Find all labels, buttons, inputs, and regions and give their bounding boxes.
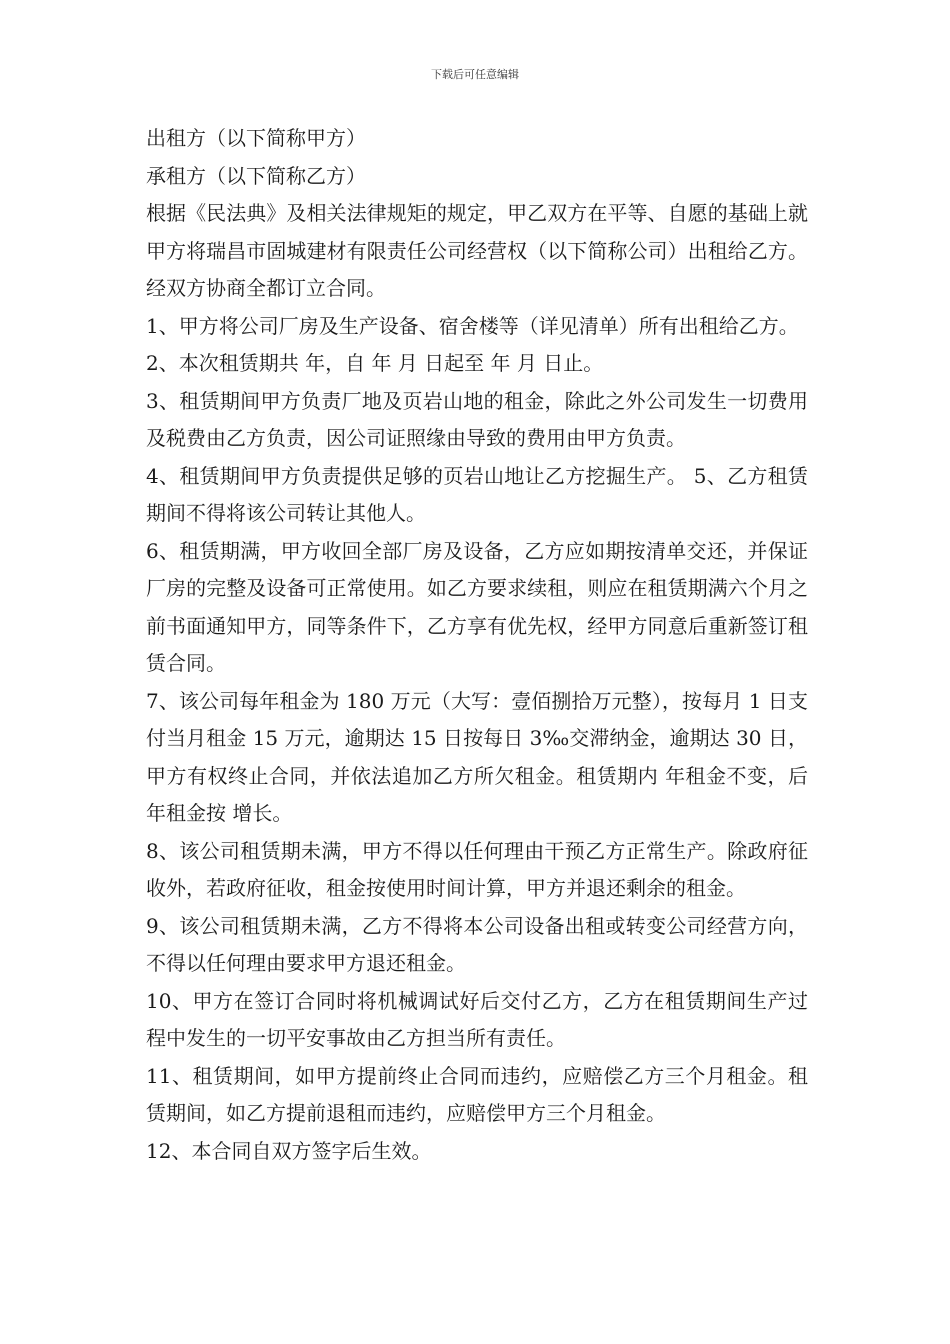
clause-9: 9、该公司租赁期未满，乙方不得将本公司设备出租或转变公司经营方向，不得以任何理由要求甲方退还租金。 [146, 913, 808, 975]
contract-body [146, 120, 808, 1170]
clause-3: 3、租赁期间甲方负责厂地及页岩山地的租金，除此之外公司发生一切费用及税费由乙方负责，因公司证照缘由导致的费用由甲方负责。 [146, 388, 808, 450]
clause-1: 1、甲方将公司厂房及生产设备、宿舍楼等（详见清单）所有出租给乙方。 [146, 313, 799, 338]
lessor-line: 出租方（以下简称甲方） [146, 126, 366, 150]
clause-12: 12、本合同自双方签字后生效。 [146, 1138, 432, 1163]
lessee-line: 承租方（以下简称乙方） [146, 163, 366, 188]
page-header-note: 下载后可任意编辑 [431, 68, 519, 81]
clause-8: 8、该公司租赁期未满，甲方不得以任何理由干预乙方正常生产。除政府征收外，若政府征收，租金按使用时间计算，甲方并退还剩余的租金。 [146, 838, 808, 900]
clause-2: 2、本次租赁期共 年，自 年 月 日起至 年 月 日止。 [146, 351, 604, 375]
contract-preamble: 根据《民法典》及相关法律规矩的规定，甲乙双方在平等、自愿的基础上就甲方将瑞昌市固城建材有限责任公司经营权（以下简称公司）出租给乙方。经双方协商全都订立合同。 [146, 201, 808, 300]
clause-6: 6、租赁期满，甲方收回全部厂房及设备，乙方应如期按清单交还，并保证厂房的完整及设备可正常使用。如乙方要求续租，则应在租赁期满六个月之前书面通知甲方，同等条件下，乙方享有优先权，经甲方同意后重新签订租赁合同。 [146, 538, 808, 675]
clause-11: 11、租赁期间，如甲方提前终止合同而违约，应赔偿乙方三个月租金。租赁期间，如乙方提前退租而违约，应赔偿甲方三个月租金。 [146, 1063, 808, 1125]
clause-10: 10、甲方在签订合同时将机械调试好后交付乙方，乙方在租赁期间生产过程中发生的一切平安事故由乙方担当所有责任。 [146, 988, 808, 1050]
clause-7: 7、该公司每年租金为 180 万元（大写：壹佰捌拾万元整），按每月 1 日支付当月租金 15 万元，逾期达 15 日按每日 3‰交滞纳金，逾期达 30 日，甲方有权终止合同，并依法追加乙方所欠租金。租赁期内 年租金不变，后 年租金按 增长。 [146, 688, 808, 825]
clause-4-5: 4、租赁期间甲方负责提供足够的页岩山地让乙方挖掘生产。 5、乙方租赁期间不得将该公司转让其他人。 [146, 463, 808, 525]
